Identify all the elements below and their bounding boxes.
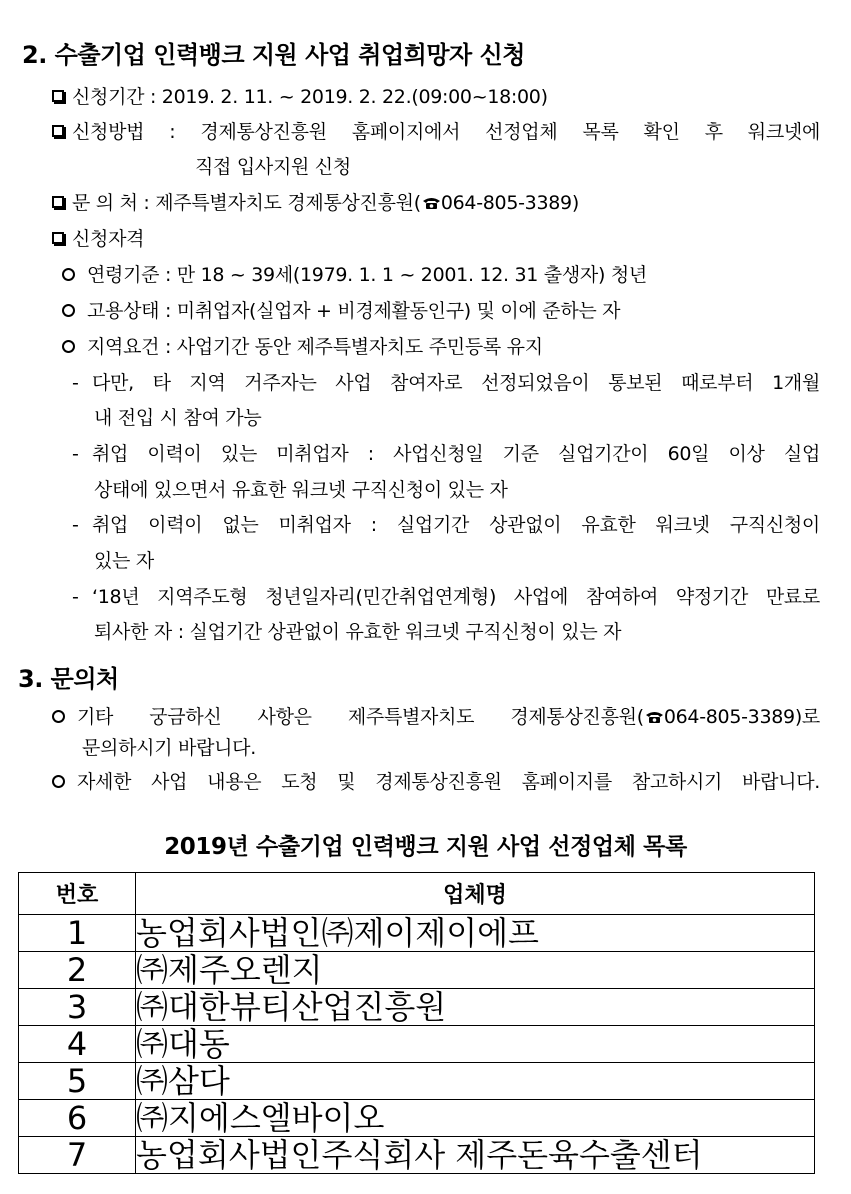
application-method-line1: 신청방법 : 경제통상진흥원 홈페이지에서 선정업체 목록 확인 후 워크넷에 [52, 119, 820, 145]
circle-bullet-icon [62, 268, 75, 281]
inquiry-item-1-line1: 기타 궁금하신 사항은 제주특별자치도 경제통상진흥원( 064-805-3389)로 [52, 704, 820, 730]
note-4-line1: - ‘18년 지역주도형 청년일자리(민간취업연계형) 사업에 참여하여 약정기간 만료로 [72, 586, 820, 608]
age-criteria: 연령기준 : 만 18 ~ 39세(1979. 1. 1 ~ 2001. 12. 31 출생자) 청년 [62, 262, 647, 288]
table-header-row [19, 873, 815, 915]
note-2-line1: - 취업 이력이 있는 미취업자 : 사업신청일 기준 실업기간이 60일 이상 실업 [72, 443, 820, 465]
header-company-name: 업체명 [136, 873, 815, 915]
table-title: 2019년 수출기업 인력뱅크 지원 사업 선정업체 목록 [164, 834, 687, 860]
contact-info: 문 의 처 : 제주특별자치도 경제통상진흥원( 064-805-3389) [52, 190, 579, 216]
section-3-heading: 3. 문의처 [18, 665, 119, 693]
note-1-line2: 내 전입 시 참여 가능 [94, 407, 262, 429]
table-row [19, 952, 815, 989]
row-number: 4 [19, 1026, 136, 1063]
row-company-name: ㈜대동 [136, 1026, 815, 1063]
square-bullet-icon [52, 90, 64, 102]
circle-bullet-icon [52, 710, 65, 723]
header-number: 번호 [19, 873, 136, 915]
note-3-line2: 있는 자 [94, 550, 154, 572]
application-method-line2: 직접 입사지원 신청 [195, 156, 351, 178]
circle-bullet-icon [62, 304, 75, 317]
row-company-name: ㈜삼다 [136, 1063, 815, 1100]
inquiry-item-2: 자세한 사업 내용은 도청 및 경제통상진흥원 홈페이지를 참고하시기 바랍니다. [52, 769, 820, 795]
square-bullet-icon [52, 125, 64, 137]
eligibility-title: 신청자격 [52, 226, 144, 252]
table-row [19, 989, 815, 1026]
row-number: 5 [19, 1063, 136, 1100]
row-number: 1 [19, 915, 136, 952]
telephone-icon [422, 196, 441, 210]
row-company-name: ㈜제주오렌지 [136, 952, 815, 989]
selected-companies-table [18, 872, 815, 1174]
square-bullet-icon [52, 196, 64, 208]
row-company-name: ㈜대한뷰티산업진흥원 [136, 989, 815, 1026]
row-number: 6 [19, 1100, 136, 1137]
note-2-line2: 상태에 있으면서 유효한 워크넷 구직신청이 있는 자 [94, 479, 508, 501]
row-number: 3 [19, 989, 136, 1026]
circle-bullet-icon [62, 340, 75, 353]
row-company-name: 농업회사법인주식회사 제주돈육수출센터 [136, 1137, 815, 1174]
row-number: 7 [19, 1137, 136, 1174]
section-2-heading: 2. 수출기업 인력뱅크 지원 사업 취업희망자 신청 [22, 41, 525, 69]
inquiry-item-1-line2: 문의하시기 바랍니다. [82, 737, 256, 759]
note-4-line2: 퇴사한 자 : 실업기간 상관없이 유효한 워크넷 구직신청이 있는 자 [94, 621, 622, 643]
table-row [19, 1026, 815, 1063]
application-period: 신청기간 : 2019. 2. 11. ~ 2019. 2. 22.(09:00~18:00) [52, 84, 548, 110]
table-row [19, 1063, 815, 1100]
employment-status: 고용상태 : 미취업자(실업자 + 비경제활동인구) 및 이에 준하는 자 [62, 298, 620, 324]
square-bullet-icon [52, 232, 64, 244]
region-requirement: 지역요건 : 사업기간 동안 제주특별자치도 주민등록 유지 [62, 334, 543, 360]
note-1-line1: - 다만, 타 지역 거주자는 사업 참여자로 선정되었음이 통보된 때로부터 1개월 [72, 372, 820, 394]
note-3-line1: - 취업 이력이 없는 미취업자 : 실업기간 상관없이 유효한 워크넷 구직신청이 [72, 514, 820, 536]
circle-bullet-icon [52, 775, 65, 788]
row-company-name: 농업회사법인㈜제이제이에프 [136, 915, 815, 952]
telephone-icon [645, 710, 664, 724]
table-row [19, 1137, 815, 1174]
table-row [19, 1100, 815, 1137]
row-number: 2 [19, 952, 136, 989]
table-row [19, 915, 815, 952]
row-company-name: ㈜지에스엘바이오 [136, 1100, 815, 1137]
